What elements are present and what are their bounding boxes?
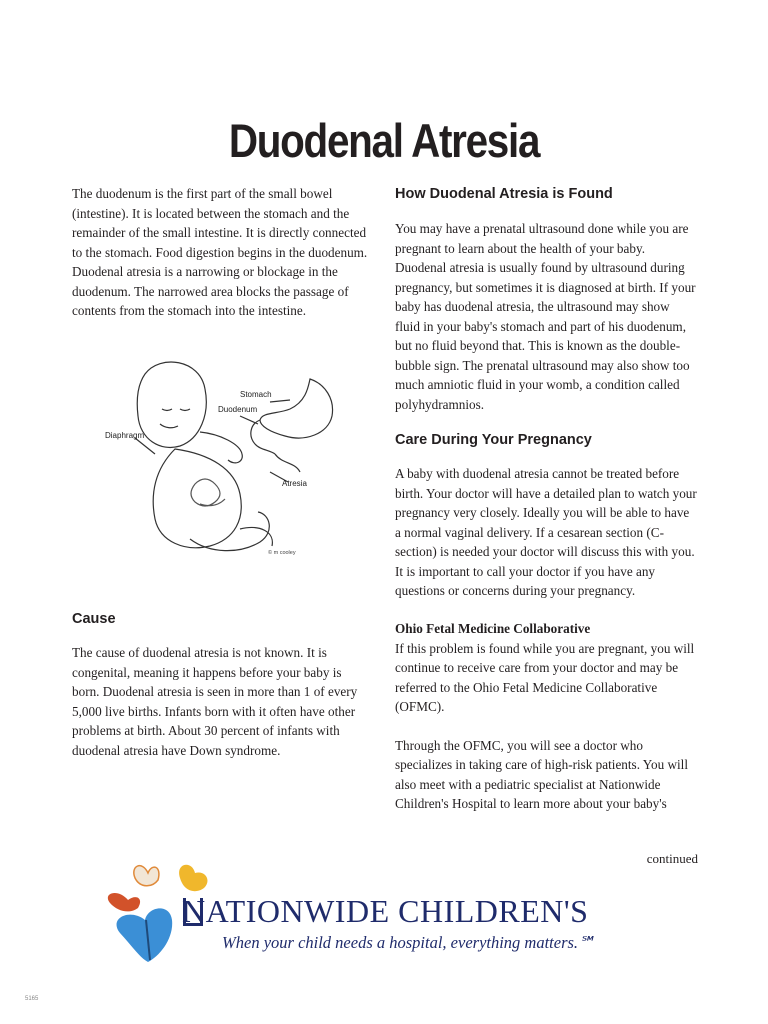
ofmc-section bbox=[395, 619, 697, 814]
logo-tagline: When your child needs a hospital, everything matters.℠ bbox=[222, 933, 595, 952]
cause-paragraph: The cause of duodenal atresia is not known. It is congenital, meaning it happens before your baby is born. Duodenal atresia is seen in more than 1 of every 5,000 live births. Infants born with it often have other problems at birth. About 30 percent of infants with duodenal atresia have Down syndrome. bbox=[72, 645, 358, 758]
how-found-paragraph: You may have a prenatal ultrasound done while you are pregnant to learn about the health of your baby. Duodenal atresia is usually found by ultrasound during pregnancy, but sometimes it is diagnosed at birth. If your baby has duodenal atresia, the ultrasound may show fluid in your baby's stomach and part of his duodenum, but no fluid beyond that. This is known as the double-bubble sign. The prenatal ultrasound may also show too much amniotic fluid in your womb, a condition called polyhydramnios. bbox=[395, 221, 696, 412]
illustration-credit: © m cooley bbox=[268, 550, 296, 556]
page-title: Duodenal Atresia bbox=[228, 114, 540, 168]
care-heading: Care During Your Pregnancy bbox=[395, 432, 592, 448]
label-duodenum: Duodenum bbox=[218, 405, 258, 414]
ofmc-heading: Ohio Fetal Medicine Collaborative bbox=[395, 621, 591, 636]
ofmc-paragraph-2: Through the OFMC, you will see a doctor who specializes in taking care of high-risk patients. You will also meet with a pediatric specialist at Nationwide Children's Hospital to learn more about your baby's bbox=[395, 737, 688, 811]
baby-anatomy-illustration bbox=[100, 354, 350, 574]
label-diaphragm: Diaphragm bbox=[105, 431, 145, 440]
label-atresia: Atresia bbox=[282, 479, 307, 488]
how-found-heading: How Duodenal Atresia is Found bbox=[395, 186, 613, 202]
intro-paragraph: The duodenum is the first part of the small bowel (intestine). It is located between the stomach and the remainder of the small intestine. It is directly connected to the stomach. Food digestion begins in the duodenum. Duodenal atresia is a narrowing or blockage in the duodenum. The narrowed area blocks the passage of contents from the stomach into the intestine. bbox=[72, 186, 368, 318]
label-stomach: Stomach bbox=[240, 390, 272, 399]
cause-heading: Cause bbox=[72, 611, 116, 627]
continued-label: continued bbox=[646, 851, 698, 866]
care-paragraph: A baby with duodenal atresia cannot be treated before birth. Your doctor will have a detailed plan to watch your pregnancy very closely. Ideally you will be able to have a normal vaginal delivery. If a cesarean section (C-section) is needed your doctor will discuss this with you. It is important to call your doctor if you have any questions or concerns during your pregnancy. bbox=[395, 466, 697, 598]
ofmc-paragraph-1: If this problem is found while you are pregnant, you will continue to receive care from your doctor and may be referred to the Ohio Fetal Medicine Collaborative (OFMC). bbox=[395, 640, 695, 714]
logo-name: NATIONWIDE CHILDREN'S bbox=[182, 893, 589, 929]
document-code: 5165 bbox=[25, 996, 39, 1002]
